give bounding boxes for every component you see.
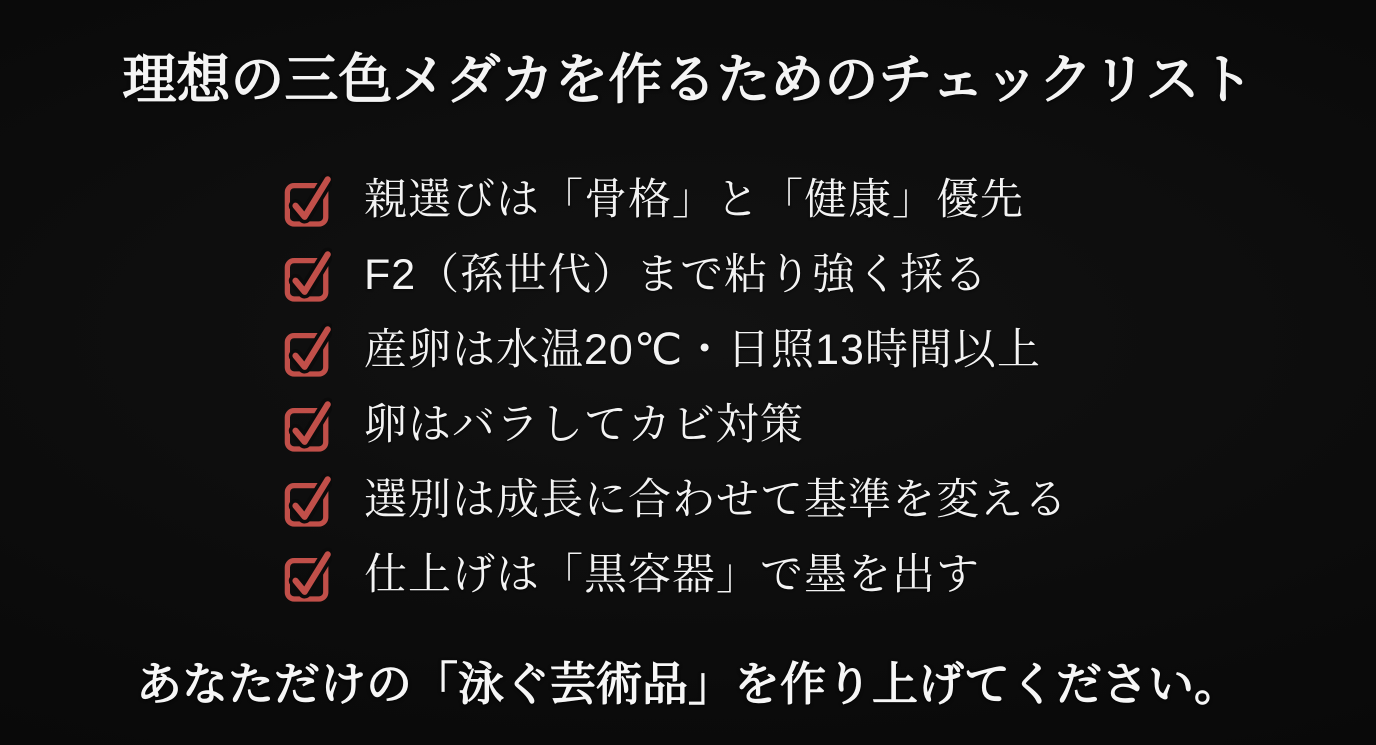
page-title: 理想の三色メダカを作るためのチェックリスト [122,50,1254,110]
checklist-item [284,163,1376,238]
checklist-item-label: 産卵は水温20℃・日照13時間以上 [364,325,1041,374]
checklist-item-label: F2（孫世代）まで粘り強く採る [364,250,989,299]
checklist-item [284,388,1376,463]
checklist-item [284,538,1376,613]
footer-message: あなただけの「泳ぐ芸術品」を作り上げてください。 [136,658,1240,710]
red-checked-checkbox-icon [284,320,332,380]
checklist-item-label: 親選びは「骨格」と「健康」優先 [364,175,1024,224]
checklist [284,163,1376,613]
red-checked-checkbox-icon [284,245,332,305]
checklist-item [284,313,1376,388]
red-checked-checkbox-icon [284,170,332,230]
red-checked-checkbox-icon [284,545,332,605]
red-checked-checkbox-icon [284,395,332,455]
checklist-item [284,238,1376,313]
checklist-item-label: 卵はバラしてカビ対策 [364,400,804,449]
checklist-item-label: 選別は成長に合わせて基準を変える [364,475,1068,524]
red-checked-checkbox-icon [284,470,332,530]
checklist-item [284,463,1376,538]
checklist-item-label: 仕上げは「黒容器」で墨を出す [364,550,980,599]
